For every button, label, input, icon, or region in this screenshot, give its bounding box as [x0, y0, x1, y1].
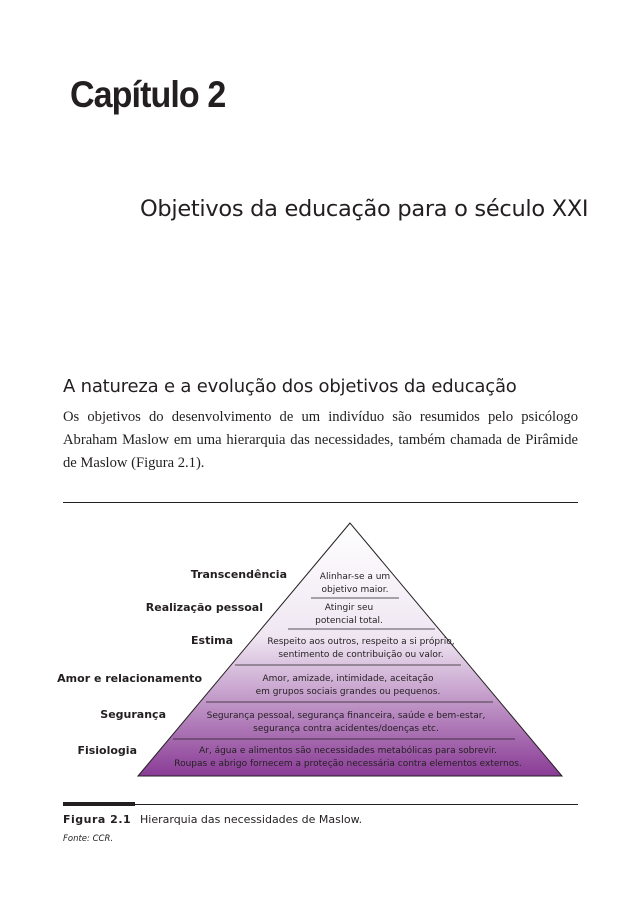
level-desc-transcendencia-2: objetivo maior.: [321, 585, 389, 595]
chapter-title: Objetivos da educação para o século XXI: [140, 196, 589, 222]
level-name-transcendencia: Transcendência: [190, 568, 287, 581]
figure-source: Fonte: CCR.: [63, 834, 114, 844]
level-name-realizacao: Realização pessoal: [145, 601, 263, 614]
figure-bottom-rule: [63, 804, 578, 805]
level-desc-realizacao-2: potencial total.: [315, 616, 383, 626]
figure-rule-accent: [63, 802, 135, 806]
section-heading: A natureza e a evolução dos objetivos da educação: [63, 376, 517, 397]
level-desc-fisiologia-2: Roupas e abrigo fornecem a proteção necessária contra elementos externos.: [174, 759, 522, 769]
level-desc-realizacao-1: Atingir seu: [324, 603, 374, 613]
level-desc-transcendencia-1: Alinhar-se a um: [319, 572, 391, 582]
level-name-fisiologia: Fisiologia: [77, 744, 137, 757]
level-desc-amor-2: em grupos sociais grandes ou pequenos.: [255, 687, 441, 697]
level-desc-amor-1: Amor, amizade, intimidade, aceitação: [262, 674, 434, 684]
body-paragraph: Os objetivos do desenvolvimento de um indivíduo são resumidos pelo psicólogo Abraham Maslow em uma hierarquia das necessidades, também chamada de Pirâmide de Maslow (Figura 2.1).: [63, 409, 578, 471]
level-desc-seguranca-2: segurança contra acidentes/doenças etc.: [253, 724, 439, 734]
level-desc-seguranca-1: Segurança pessoal, segurança financeira, saúde e bem-estar,: [206, 711, 486, 721]
level-desc-fisiologia-1: Ar, água e alimentos são necessidades metabólicas para sobrevir.: [199, 746, 497, 756]
level-desc-estima-1: Respeito aos outros, respeito a si próprio,: [267, 637, 455, 647]
figure-label: Figura 2.1: [63, 813, 132, 826]
chapter-label: Capítulo 2: [70, 74, 226, 115]
level-name-amor: Amor e relacionamento: [57, 672, 202, 685]
level-name-seguranca: Segurança: [100, 708, 166, 721]
level-name-estima: Estima: [191, 634, 233, 647]
figure-caption: Hierarquia das necessidades de Maslow.: [140, 813, 363, 826]
level-desc-estima-2: sentimento de contribuição ou valor.: [278, 650, 444, 660]
